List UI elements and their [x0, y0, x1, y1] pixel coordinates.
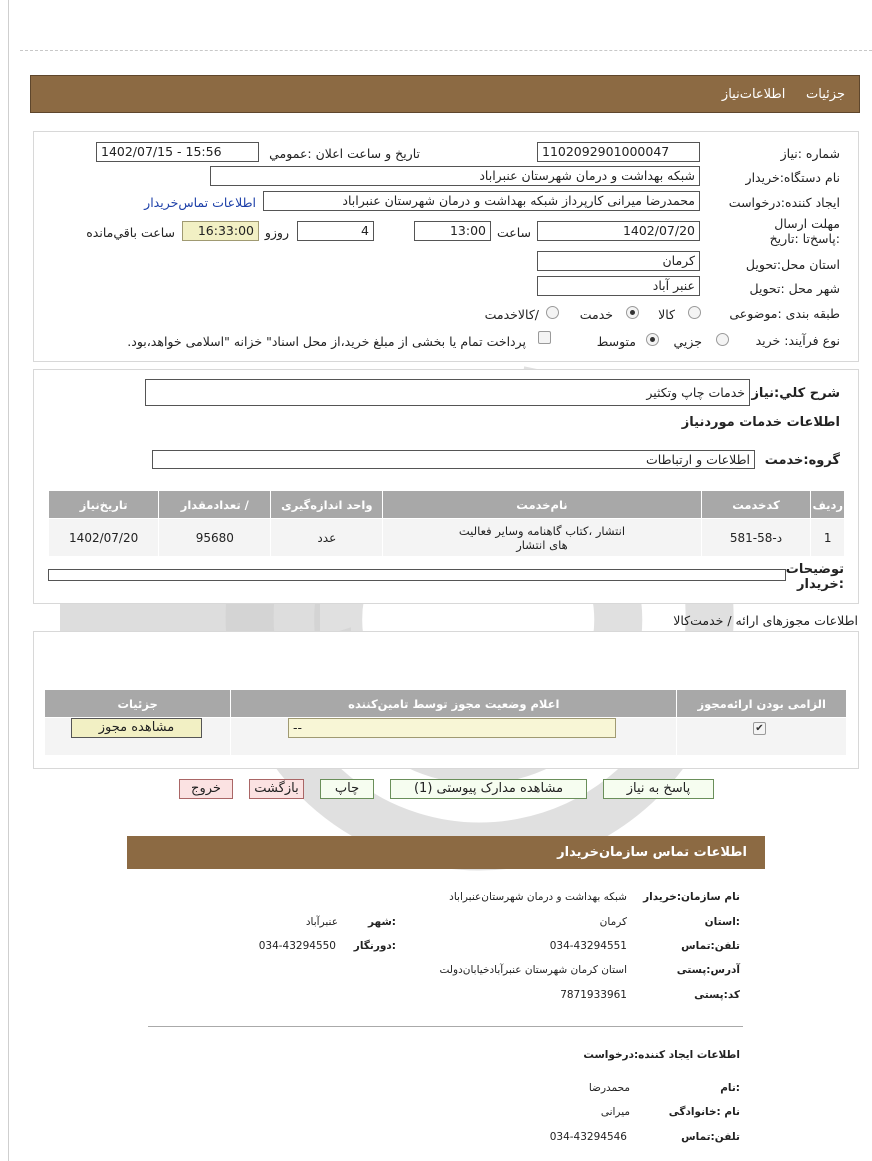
contact-city-value: عنبرآباد	[305, 916, 338, 928]
category-service-radio[interactable]	[626, 306, 639, 319]
contact-city-label: :شهر	[368, 916, 396, 928]
back-button[interactable]: بازگشت	[249, 779, 304, 799]
remaining-time-field: 16:33:00	[182, 221, 259, 241]
service-group-label: گروه:خدمت	[764, 453, 840, 468]
contact-postal-value: 7871933961	[560, 989, 627, 1001]
contact-divider	[148, 1026, 743, 1027]
treasury-checkbox[interactable]	[538, 331, 551, 344]
category-goods-label: کالا	[658, 307, 675, 322]
creator-section-title: اطلاعات ایجاد کننده:درخواست	[583, 1049, 740, 1061]
city-label: شهر محل :تحویل	[749, 281, 840, 296]
cell-name: انتشار ،کتاب گاهنامه وسایر فعالیت های انتشار	[383, 519, 701, 557]
col-code: کدخدمت	[701, 491, 811, 519]
city-field: عنبر آباد	[537, 276, 700, 296]
treasury-note: پرداخت تمام یا بخشی از مبلغ خرید،از محل اسناد" خزانه "اسلامی خواهد،بود.	[127, 334, 526, 349]
deadline-label: مهلت ارسال :پاسخ‌تا :تاریخ	[769, 216, 840, 246]
contact-fax-label: :دورنگار	[353, 940, 396, 952]
category-label: طبقه بندی :موضوعی	[729, 306, 840, 321]
buyer-notes-label: توضیحات :خریدار	[785, 562, 844, 592]
col-unit: واحد اندازه‌گیری	[271, 491, 383, 519]
cell-code: د-58-581	[701, 519, 811, 557]
cell-unit: عدد	[271, 519, 383, 557]
header-bar	[30, 75, 860, 113]
contact-phone-value: 034-43294551	[549, 940, 627, 952]
deadline-time-field: 13:00	[414, 221, 491, 241]
permit-status-field[interactable]: --	[288, 718, 616, 738]
creator-label: ایجاد کننده:درخواست	[728, 195, 840, 210]
buyer-notes-field	[48, 569, 786, 581]
col-permit-required: الزامی بودن ارائه‌مجوز	[677, 690, 847, 718]
days-field: 4	[297, 221, 374, 241]
contact-province-value: کرمان	[599, 916, 627, 928]
exit-button[interactable]: خروج	[179, 779, 233, 799]
contact-org-value: شبکه بهداشت و درمان شهرستان‌عنبراباد	[449, 891, 627, 903]
contact-address-label: آدرس:پستی	[676, 964, 740, 976]
category-both-label: /کالاخدمت	[484, 307, 539, 322]
breadcrumb-need-info[interactable]: اطلاعات‌نیاز	[721, 87, 786, 102]
creator-phone-label: تلفن:تماس	[681, 1131, 740, 1143]
category-service-label: خدمت	[579, 307, 613, 322]
creator-family-label: نام :خانوادگی	[668, 1106, 740, 1118]
contact-bar-title: اطلاعات تماس سازمان‌خریدار	[557, 845, 747, 860]
col-row: ردیف	[811, 491, 845, 519]
col-date: تاریخ‌نیاز	[49, 491, 159, 519]
service-group-field: اطلاعات و ارتباطات	[152, 450, 755, 469]
print-button[interactable]: چاپ	[320, 779, 374, 799]
services-table	[48, 490, 845, 557]
reply-button[interactable]: پاسخ به نیاز	[603, 779, 714, 799]
deadline-time-label: ساعت	[496, 225, 531, 240]
buyer-org-label: نام دستگاه:خریدار	[745, 170, 840, 185]
need-number-label: شماره :نیاز	[780, 146, 840, 161]
attachments-button[interactable]: مشاهده مدارک پیوستی (1)	[390, 779, 587, 799]
category-both-radio[interactable]	[546, 306, 559, 319]
deadline-date-field: 1402/07/20	[537, 221, 700, 241]
category-goods-radio[interactable]	[688, 306, 701, 319]
province-field: کرمان	[537, 251, 700, 271]
creator-family-value: میرانی	[600, 1106, 630, 1118]
creator-phone-value: 034-43294546	[549, 1131, 627, 1143]
need-number-field: 1102092901000047	[537, 142, 700, 162]
contact-province-label: :استان	[704, 916, 740, 928]
days-label: روزو	[264, 225, 289, 240]
services-title: اطلاعات خدمات موردنیاز	[681, 415, 840, 430]
breadcrumb-details[interactable]: جزئیات	[806, 87, 845, 102]
contact-header-bar	[127, 836, 765, 869]
contact-org-label: نام سازمان:خریدار	[643, 891, 740, 903]
remaining-label: ساعت باقي‌مانده	[86, 225, 175, 240]
announce-label: تاریخ و ساعت اعلان :عمومي	[269, 146, 420, 161]
cell-row: 1	[811, 519, 845, 557]
buyer-org-field: شبکه بهداشت و درمان شهرستان عنبراباد	[210, 166, 700, 186]
creator-name-value: محمدرضا	[588, 1082, 630, 1094]
process-partial-radio[interactable]	[716, 333, 729, 346]
buyer-contact-link[interactable]: اطلاعات تماس‌خریدار	[144, 195, 256, 210]
process-label: نوع فرآیند: خرید	[755, 333, 840, 348]
cell-date: 1402/07/20	[49, 519, 159, 557]
creator-name-label: :نام	[720, 1082, 740, 1094]
description-field: خدمات چاپ وتکثیر	[145, 379, 750, 406]
cell-qty: 95680	[159, 519, 271, 557]
contact-phone-label: تلفن:تماس	[681, 940, 740, 952]
col-qty: / تعدادمقدار	[159, 491, 271, 519]
permit-required-checkbox[interactable]: ✔	[753, 722, 766, 735]
contact-postal-label: کد:پستی	[694, 989, 740, 1001]
announce-field: 1402/07/15 - 15:56	[96, 142, 259, 162]
description-label: شرح کلي:نیاز	[751, 386, 840, 401]
contact-fax-value: 034-43294550	[258, 940, 336, 952]
col-permit-details: جزئیات	[45, 690, 231, 718]
province-label: استان محل:تحویل	[745, 257, 840, 272]
col-permit-status: اعلام وضعیت مجوز توسط تامین‌کننده	[231, 690, 677, 718]
process-medium-label: متوسط	[596, 334, 636, 349]
process-medium-radio[interactable]	[646, 333, 659, 346]
creator-field: محمدرضا میرانی کارپرداز شبکه بهداشت و درمان شهرستان عنبراباد	[263, 191, 700, 211]
table-row	[49, 519, 845, 557]
process-partial-label: جزيي	[673, 334, 702, 349]
col-name: نام‌خدمت	[383, 491, 701, 519]
breadcrumb	[722, 87, 845, 102]
permits-title: اطلاعات مجوزهای ارائه / خدمت‌کالا	[673, 613, 858, 628]
view-permit-button[interactable]: مشاهده مجوز	[71, 718, 202, 738]
contact-address-value: استان کرمان شهرستان عنبرآبادخیابان‌دولت	[439, 964, 627, 976]
